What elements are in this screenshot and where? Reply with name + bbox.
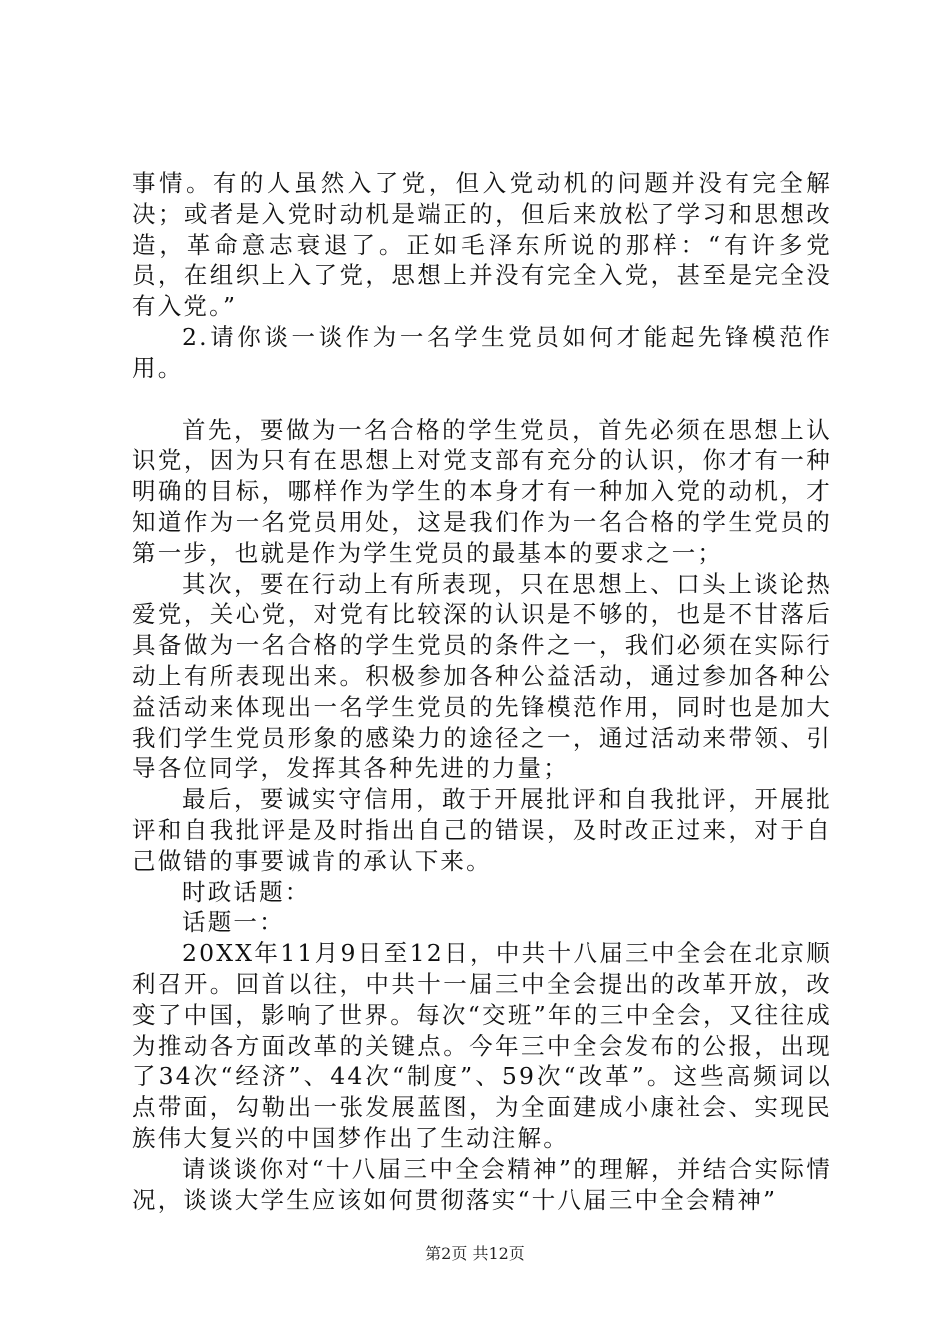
topic-question: 请谈谈你对“十八届三中全会精神”的理解，并结合实际情况，谈谈大学生应该如何贯彻落实“十八届三中全会精神”	[132, 1154, 832, 1214]
topic-heading: 话题一：	[182, 908, 285, 937]
question-heading: 2.请你谈一谈作为一名学生党员如何才能起先锋模范作用。	[132, 322, 832, 382]
topic-paragraph: 20XX年11月9日至12日，中共十八届三中全会在北京顺利召开。回首以往，中共十一届三中全会提出的改革开放，改变了中国，影响了世界。每次“交班”年的三中全会，又往往成为推动各方面改革的关键点。今年三中全会发布的公报，出现了34次“经济”、44次“制度”、59次“改革”。这些高频词以点带面，勾勒出一张发展蓝图，为全面建成小康社会、实现民族伟大复兴的中国梦作出了生动注解。	[132, 939, 832, 1152]
paragraph-first: 首先，要做为一名合格的学生党员，首先必须在思想上认识党，因为只有在思想上对党支部有充分的认识，你才有一种明确的目标，哪样作为学生的本身才有一种加入党的动机，才知道作为一名党员用处，这是我们作为一名合格的学生党员的第一步，也就是作为学生党员的最基本的要求之一；	[132, 415, 832, 567]
page-footer: 第2页 共12页	[425, 1244, 525, 1263]
paragraph-continuation: 事情。有的人虽然入了党，但入党动机的问题并没有完全解决；或者是入党时动机是端正的，但后来放松了学习和思想改造，革命意志衰退了。正如毛泽东所说的那样：“有许多党员，在组织上入了党，思想上并没有完全入党，甚至是完全没有入党。”	[132, 169, 832, 321]
document-body	[132, 168, 832, 1215]
paragraph-last: 最后，要诚实守信用，敢于开展批评和自我批评，开展批评和自我批评是及时指出自己的错误，及时改正过来，对于自己做错的事要诚肯的承认下来。	[132, 785, 832, 875]
section-heading: 时政话题：	[182, 877, 311, 906]
paragraph-second: 其次，要在行动上有所表现，只在思想上、口头上谈论热爱党，关心党，对党有比较深的认识是不够的，也是不甘落后具备做为一名合格的学生党员的条件之一，我们必须在实际行动上有所表现出来。积极参加各种公益活动，通过参加各种公益活动来体现出一名学生党员的先锋模范作用，同时也是加大我们学生党员形象的感染力的途径之一，通过活动来带领、引导各位同学，发挥其各种先进的力量；	[132, 569, 832, 783]
